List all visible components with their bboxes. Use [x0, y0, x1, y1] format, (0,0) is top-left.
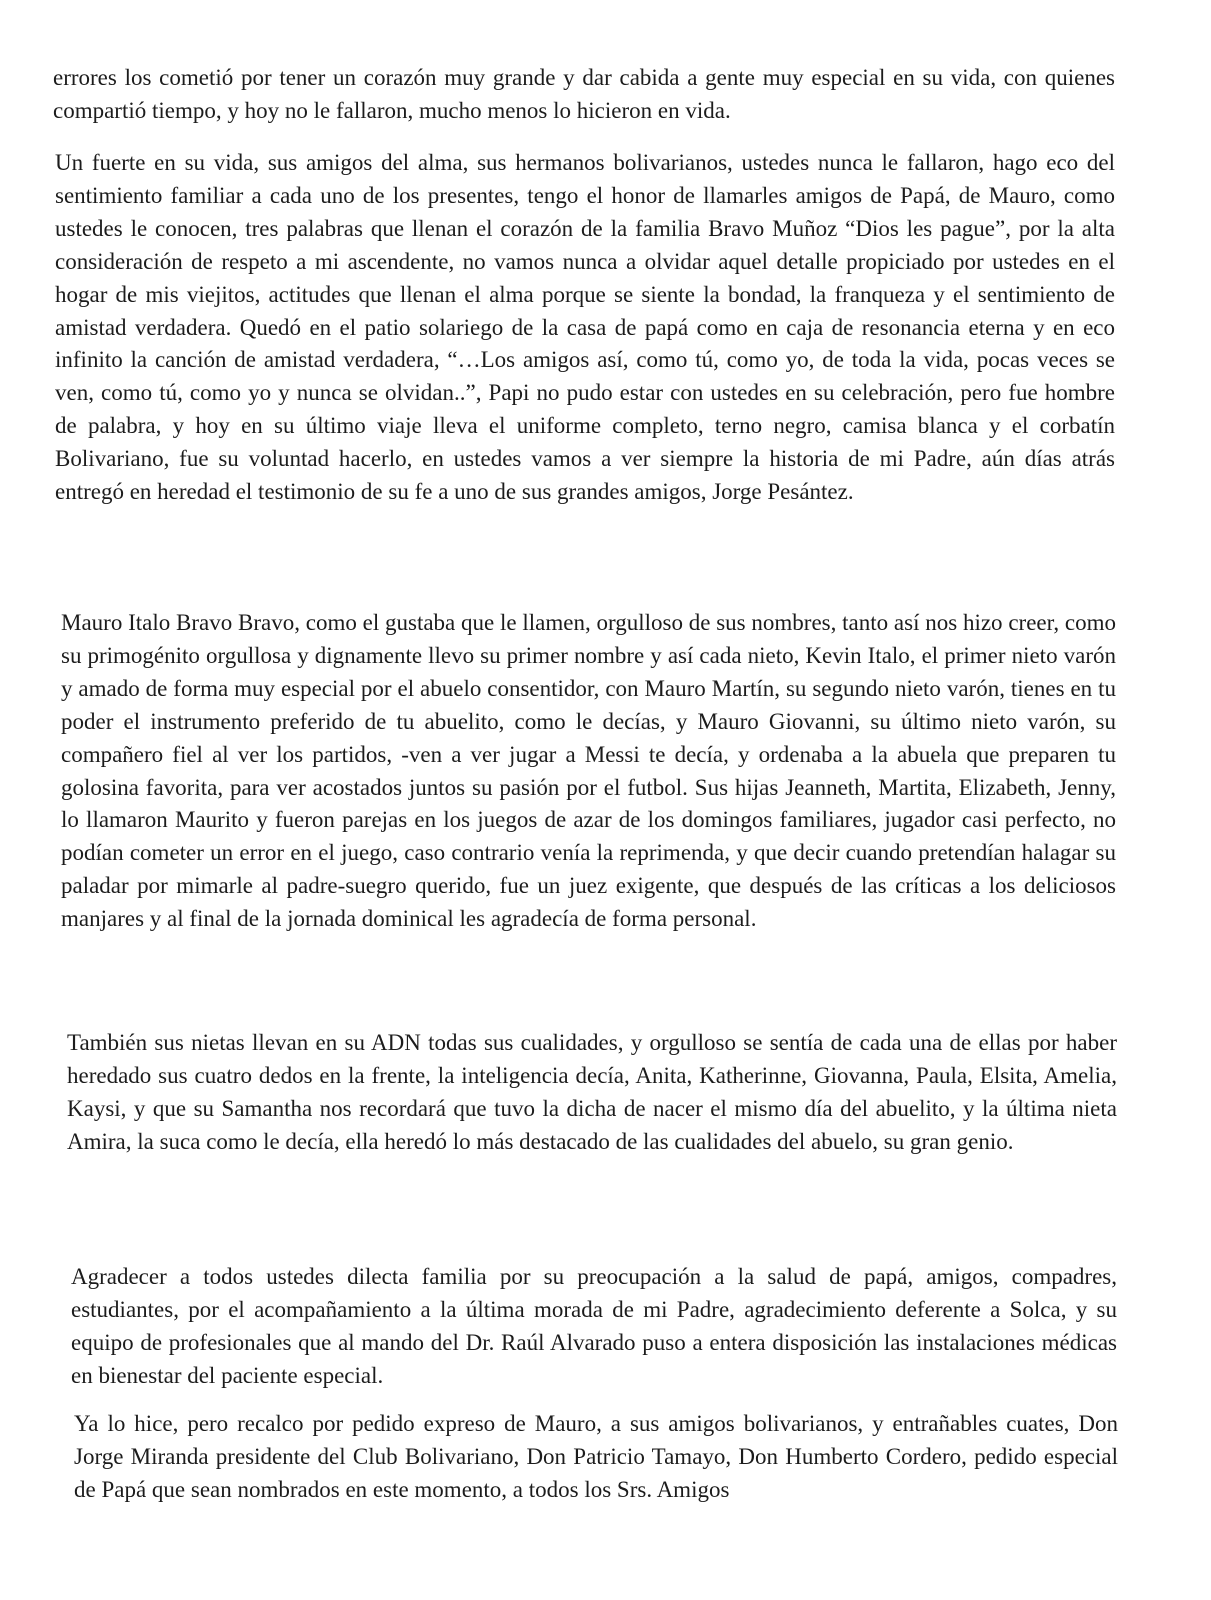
paragraph-5: Agradecer a todos ustedes dilecta familia por su preocupación a la salud de papá, amigos, compadres, estudiantes, por el acompañamiento a la última morada de mi Padre, agradecimiento deferente a Solca, y su equipo de profesionales que al mando del Dr. Raúl Alvarado puso a entera disposición las instalaciones médicas en bienestar del paciente especial.	[71, 1264, 1117, 1388]
paragraph-4: También sus nietas llevan en su ADN todas sus cualidades, y orgulloso se sentía de cada una de ellas por haber heredado sus cuatro dedos en la frente, la inteligencia decía, Anita, Katherinne, Giovanna, Paula, Elsita, Amelia, Kaysi, y que su Samantha nos recordará que tuvo la dicha de nacer el mismo día del abuelito, y la última nieta Amira, la suca como le decía, ella heredó lo más destacado de las cualidades del abuelo, su gran genio.	[67, 1030, 1117, 1154]
paragraph-6: Ya lo hice, pero recalco por pedido expreso de Mauro, a sus amigos bolivarianos, y entrañables cuates, Don Jorge Miranda presidente del Club Bolivariano, Don Patricio Tamayo, Don Humberto Cordero, pedido especial de Papá que sean nombrados en este momento, a todos los Srs. Amigos	[74, 1411, 1118, 1502]
paragraph-3: Mauro Italo Bravo Bravo, como el gustaba que le llamen, orgulloso de sus nombres, tanto así nos hizo creer, como su primogénito orgullosa y dignamente llevo su primer nombre y así cada nieto, Kevin Italo, el primer nieto varón y amado de forma muy especial por el abuelo consentidor, con Mauro Martín, su segundo nieto varón, tienes en tu poder el instrumento preferido de tu abuelito, como le decías, y Mauro Giovanni, su último nieto varón, su compañero fiel al ver los partidos, -ven a ver jugar a Messi te decía, y ordenaba a la abuela que preparen tu golosina favorita, para ver acostados juntos su pasión por el futbol. Sus hijas Jeanneth, Martita, Elizabeth, Jenny, lo llamaron Maurito y fueron parejas en los juegos de azar de los domingos familiares, jugador casi perfecto, no podían cometer un error en el juego, caso contrario venía la reprimenda, y que decir cuando pretendían halagar su paladar por mimarle al padre-suegro querido, fue un juez exigente, que después de las críticas a los deliciosos manjares y al final de la jornada dominical les agradecía de forma personal.	[61, 610, 1116, 932]
paragraph-2: Un fuerte en su vida, sus amigos del alma, sus hermanos bolivarianos, ustedes nunca le fallaron, hago eco del sentimiento familiar a cada uno de los presentes, tengo el honor de llamarles amigos de Papá, de Mauro, como ustedes le conocen, tres palabras que llenan el corazón de la familia Bravo Muñoz “Dios les pague”, por la alta consideración de respeto a mi ascendente, no vamos nunca a olvidar aquel detalle propiciado por ustedes en el hogar de mis viejitos, actitudes que llenan el alma porque se siente la bondad, la franqueza y el sentimiento de amistad verdadera. Quedó en el patio solariego de la casa de papá como en caja de resonancia eterna y en eco infinito la canción de amistad verdadera, “…Los amigos así, como tú, como yo, de toda la vida, pocas veces se ven, como tú, como yo y nunca se olvidan..”, Papi no pudo estar con ustedes en su celebración, pero fue hombre de palabra, y hoy en su último viaje lleva el uniforme completo, terno negro, camisa blanca y el corbatín Bolivariano, fue su voluntad hacerlo, en ustedes vamos a ver siempre la historia de mi Padre, aún días atrás entregó en heredad el testimonio de su fe a uno de sus grandes amigos, Jorge Pesántez.	[55, 150, 1115, 505]
paragraph-1: errores los cometió por tener un corazón muy grande y dar cabida a gente muy especial en su vida, con quienes compartió tiempo, y hoy no le fallaron, mucho menos lo hicieron en vida.	[53, 65, 1115, 123]
